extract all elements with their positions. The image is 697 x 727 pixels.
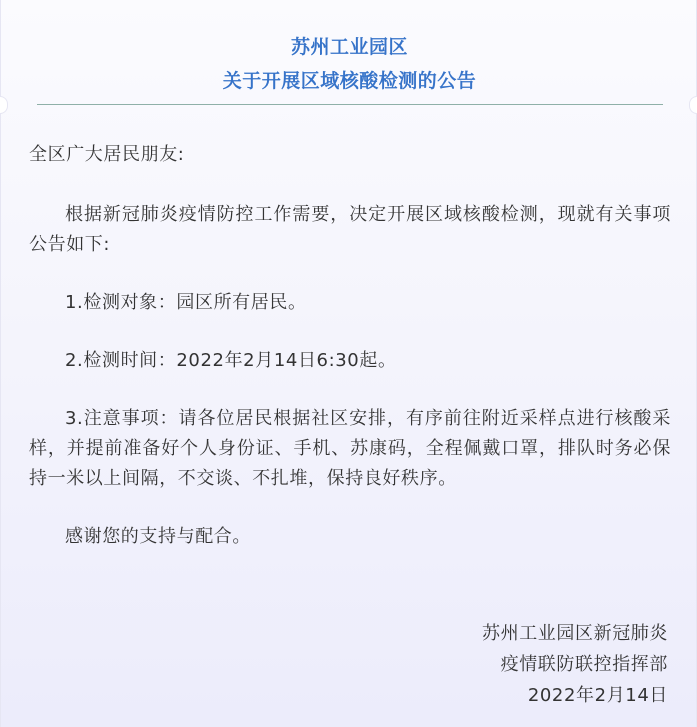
- thanks-paragraph: 感谢您的支持与配合。: [65, 526, 251, 547]
- signature-block: [482, 618, 668, 711]
- header-divider: [37, 104, 663, 105]
- notice-body: [29, 140, 671, 580]
- greeting: 全区广大居民朋友:: [29, 144, 185, 165]
- header-title: 关于开展区域核酸检测的公告: [222, 70, 477, 92]
- item-test-time: 2.检测时间：2022年2月14日6:30起。: [65, 350, 397, 371]
- intro-paragraph: 根据新冠肺炎疫情防控工作需要，决定开展区域核酸检测，现就有关事项公告如下:: [29, 204, 671, 255]
- signature-date: 2022年2月14日: [527, 685, 668, 706]
- signature-org-line1: 苏州工业园区新冠肺炎: [482, 623, 668, 644]
- left-notch-decoration: [0, 96, 8, 114]
- item-test-target: 1.检测对象：园区所有居民。: [65, 292, 307, 313]
- notice-header: [1, 30, 697, 98]
- header-issuer: 苏州工业园区: [290, 36, 408, 58]
- item-precautions: 3.注意事项：请各位居民根据社区安排，有序前往附近采样点进行核酸采样，并提前准备好个人身份证、手机、苏康码，全程佩戴口罩，排队时务必保持一米以上间隔，不交谈、不扎堆，保持良好秩序。: [29, 408, 671, 489]
- signature-org-line2: 疫情联防联控指挥部: [500, 654, 668, 675]
- right-notch-decoration: [689, 96, 697, 114]
